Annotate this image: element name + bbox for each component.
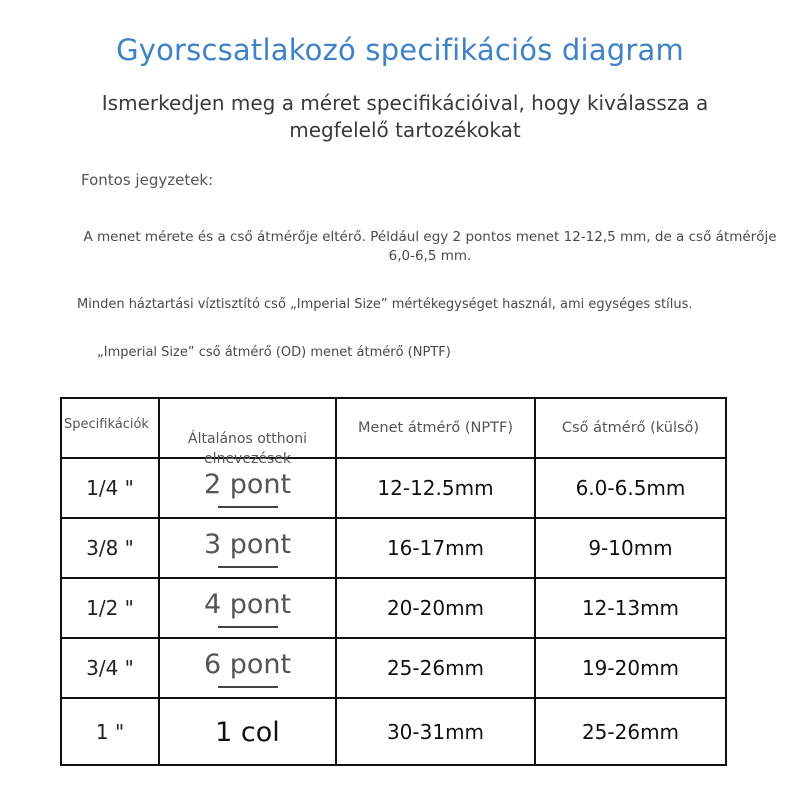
name-underline — [218, 626, 278, 628]
name-underline — [218, 506, 278, 508]
table-row — [62, 519, 725, 579]
name-cell: 1 col — [160, 699, 337, 765]
spec-cell: 3/8 " — [62, 519, 160, 577]
notes-label: Fontos jegyzetek: — [81, 171, 214, 189]
name-cell — [160, 639, 337, 697]
spec-cell: 1 " — [62, 699, 160, 765]
name-cell — [160, 459, 337, 517]
thread-cell: 16-17mm — [337, 519, 536, 577]
table-row — [62, 639, 725, 699]
header-pipe-diameter: Cső átmérő (külső) — [561, 420, 700, 436]
spec-cell: 1/2 " — [62, 579, 160, 637]
spec-table — [60, 397, 727, 766]
pipe-cell: 6.0-6.5mm — [575, 476, 686, 500]
pipe-cell: 19-20mm — [581, 656, 680, 680]
name-text: 6 pont — [203, 648, 292, 680]
name-text: 3 pont — [203, 528, 292, 560]
pipe-cell: 12-13mm — [581, 596, 680, 620]
name-cell — [160, 579, 337, 637]
name-text: 4 pont — [203, 588, 292, 620]
page-subtitle: Ismerkedjen meg a méret specifikációival, hogy kiválassza a megfelelő tartozékokat — [101, 91, 709, 142]
note-thread-vs-pipe: A menet mérete és a cső átmérője eltérő. Például egy 2 pontos menet 12-12,5 mm, de a cső átmérője 6,0-6,5 mm. — [83, 229, 777, 264]
header-common-name: Általános otthoni elnevezések — [160, 399, 337, 457]
table-row — [62, 699, 725, 765]
table-row — [62, 579, 725, 639]
name-underline — [218, 566, 278, 568]
spec-cell: 3/4 " — [62, 639, 160, 697]
table-header-row — [62, 399, 725, 467]
pipe-cell: 9-10mm — [588, 536, 673, 560]
note-od-nptf: „Imperial Size” cső átmérő (OD) menet átmérő (NPTF) — [97, 345, 451, 360]
table-row — [62, 459, 725, 519]
thread-cell: 25-26mm — [337, 639, 536, 697]
pipe-cell: 25-26mm — [581, 720, 680, 744]
page-title: Gyorscsatlakozó specifikációs diagram — [116, 33, 684, 67]
name-text: 2 pont — [203, 468, 292, 500]
spec-cell: 1/4 " — [62, 459, 160, 517]
name-cell — [160, 519, 337, 577]
thread-cell: 20-20mm — [337, 579, 536, 637]
thread-cell: 12-12.5mm — [337, 459, 536, 517]
name-underline — [218, 686, 278, 688]
header-spec: Specifikációk — [62, 399, 160, 457]
thread-cell: 30-31mm — [337, 699, 536, 765]
header-thread-diameter: Menet átmérő (NPTF) — [337, 399, 536, 457]
note-imperial-size: Minden háztartási víztisztító cső „Imperial Size” mértékegységet használ, ami egységes stílus. — [77, 297, 693, 312]
